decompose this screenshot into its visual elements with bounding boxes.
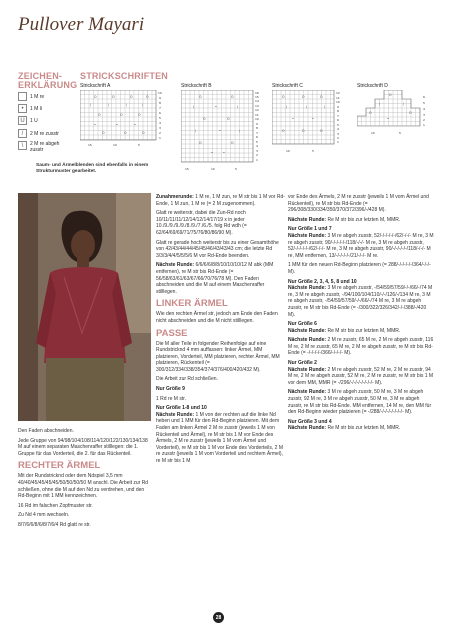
svg-text:O: O <box>142 131 145 135</box>
svg-text:•: • <box>223 151 225 155</box>
section-heading-yoke: PASSE <box>156 327 188 339</box>
svg-text:10: 10 <box>113 143 117 147</box>
svg-text:5: 5 <box>138 143 140 147</box>
paragraph: vor Ende des Ärmels, 2 M re zusstr (jeweils 1 M vom Ärmel und Rückenteil), re M str bis Rd-Ende (= 296/308/330/334/350/370/372/396/-/428 M). <box>288 194 429 214</box>
svg-text:•: • <box>215 105 217 109</box>
svg-text:O: O <box>146 95 149 99</box>
svg-text:O: O <box>199 141 202 145</box>
svg-text:•: • <box>116 123 118 127</box>
paragraph <box>156 262 286 295</box>
svg-text:/: / <box>379 102 381 106</box>
size-heading <box>288 360 434 386</box>
paragraph: 1 MM für den neuen Rd-Beginn platzieren (= 288/-/-/-/-/-/364/-/-/- M). <box>288 262 431 275</box>
legend-label: 1 U <box>30 117 38 124</box>
page-number: 28 <box>213 612 224 623</box>
svg-text:3: 3 <box>423 113 425 117</box>
svg-text:/: / <box>142 103 144 107</box>
size-label: Nur Größe 2 <box>288 360 317 367</box>
middle-text-column <box>156 194 286 468</box>
instruction-label: Nächste Runde: <box>288 425 327 432</box>
svg-text:O: O <box>231 141 234 145</box>
svg-text:6: 6 <box>337 118 339 122</box>
svg-text:1: 1 <box>337 140 339 144</box>
svg-text:/: / <box>239 129 241 133</box>
paragraph: 16 Rd im falschen Zopfmuster str. <box>18 502 93 509</box>
svg-text:5: 5 <box>256 140 258 144</box>
svg-text:3: 3 <box>159 126 161 130</box>
svg-text:15: 15 <box>185 167 189 171</box>
svg-text:2: 2 <box>423 118 425 122</box>
svg-text:O: O <box>112 95 115 99</box>
svg-text:2: 2 <box>256 153 258 157</box>
svg-text:4: 4 <box>423 107 425 111</box>
model-photo <box>18 193 151 421</box>
svg-text:\: \ <box>237 105 239 109</box>
svg-text:O: O <box>302 95 305 99</box>
size-heading <box>288 321 434 334</box>
instruction-text: Re M str bis zur letzten M, MMR. <box>326 327 401 334</box>
svg-text:O: O <box>199 95 202 99</box>
legend-label: 1 M re <box>30 93 45 100</box>
instruction-text: 3 M re abgeh zusstr, 52/-/-/-/-/-/62/-/-/- M re, 3 M re abgeh zusstr, 90/-/-/-/-/-/118/-/-/- M re, 3 M re abgeh zusstr, 52/-/-/-/-/-/62/-/-/- M re, 3 M re abgeh zusstr, 90/-/-/-/-/-/118/-/-/- M re, MM entfernen, 13/-/-/-/-/-/21/-/-/- M re. <box>288 232 434 259</box>
svg-text:5: 5 <box>235 167 237 171</box>
chart-label-d: Strickschrift D <box>357 83 388 89</box>
chart-label-b: Strickschrift B <box>181 83 212 89</box>
instruction-text: 1 M re, 1 M zun, re M str bis 1 M vor Rd-Ende, 1 M zun, 1 M re (= 2 M zugenommen). <box>156 194 285 207</box>
svg-text:6: 6 <box>256 135 258 139</box>
svg-text:•: • <box>219 129 221 133</box>
svg-text:O: O <box>302 129 305 133</box>
chart-label-c: Strickschrift C <box>272 83 303 89</box>
svg-text:\: \ <box>403 102 405 106</box>
svg-text:O: O <box>320 129 323 133</box>
paragraph <box>288 217 434 224</box>
svg-text:\: \ <box>324 105 326 109</box>
svg-text:8: 8 <box>159 101 161 105</box>
svg-text:16: 16 <box>255 91 259 95</box>
paragraph: Jede Gruppe von 94/98/104/108/114/120/122/130/134/138 M auf einem separaten Maschenraffer stilllegen: die 1. Gruppe für das Vorderteil, die 2. für das Rückenteil. <box>18 437 148 457</box>
svg-text:5: 5 <box>337 123 339 127</box>
left-text-column <box>18 428 153 532</box>
size-heading <box>156 386 286 393</box>
paragraph: 8/7/6/6/8/6/8/7/6/4 Rd glatt re str. <box>18 521 91 528</box>
size-heading <box>288 419 434 432</box>
svg-text:4: 4 <box>159 121 161 125</box>
legend-item <box>18 116 38 125</box>
paragraph: Glatt re gerade hoch weiterstr bis zu einer Gesamthöhe von 42/43/44/44/45/45/46/43/43/43 cm; die letzte Rd 3/3/3/4/4/5/5/5/6 M vor Rd-Ende beenden. <box>156 239 279 259</box>
model-photo-illustration <box>18 193 151 421</box>
charts-heading: STRICKSCHRIFTEN <box>80 71 168 81</box>
paragraph: Glatt re weiterstr, dabei die Zun-Rd noch 10/11/11/11/12/14/12/14/17/19 x in jeder 10./9./9./9./9./8./9./7./6./5. folg Rd wdh (= 62/64/69/69/71/75/76/80/86/90 M). <box>156 210 247 236</box>
instruction-label: Nächste Runde: <box>288 216 327 223</box>
chart-a-grid <box>80 90 165 150</box>
svg-text:15: 15 <box>255 95 259 99</box>
svg-text:10: 10 <box>211 167 215 171</box>
legend-item <box>18 141 66 153</box>
svg-text:8: 8 <box>256 126 258 130</box>
paragraph <box>156 194 286 207</box>
svg-text:O: O <box>102 131 105 135</box>
svg-text:5: 5 <box>312 149 314 153</box>
svg-text:2: 2 <box>337 136 339 140</box>
size-label: Nur Größe 1-8 und 10 <box>156 405 207 412</box>
svg-text:O: O <box>282 95 285 99</box>
instruction-text: 1 M von der rechten auf die linke Nd heben und 1 MM für den Rd-Beginn platzieren. Mit dem Faden am linken Ärmel 2 M re zusstr (jeweils 1 M von Rückenteil und Ärmel), re M str bis 1 M vor Ende des Ärmels, 2 M re zusstr (jeweils 1 M vom Ärmel und Vorderteil), re M str bis 1 M vor Ende des Vorderteils, 2 M re zusstr (jeweils 1 M vom Vorderteil und rechtem Ärmel), re M str bis 1 M <box>156 411 283 464</box>
instruction-label: Nächste Runde: <box>288 232 327 239</box>
size-label: Nur Größe 3 und 4 <box>288 418 332 425</box>
instruction-text: 2 M re abgeh zusstr, 52 M re, 2 M re zusstr, 94 M re, 2 M re abgeh zusstr, 52 M re, 2 M re zusstr, re M str bis 1 M vor dem MM, MMR (= -/296/-/-/-/-/-/-/-/- M). <box>288 366 434 386</box>
section-heading-right-sleeve: RECHTER ÄRMEL <box>18 460 101 472</box>
svg-text:O: O <box>130 95 133 99</box>
instruction-text: 3 M re abgeh zusstr, 50 M re, 3 M re abgeh zusstr, 92 M re, 3 M re abgeh zusstr, 50 M re, 3 M re abgeh zusstr, re M str bis Rd-Ende. MM entfernen, 14 M re, den MM für den Rd-Beginn wieder platzieren (= -/288/-/-/-/-/-/-/-/- M). <box>288 389 432 416</box>
svg-text:•: • <box>211 151 213 155</box>
svg-text:•: • <box>94 123 96 127</box>
yarn-over-symbol: U <box>18 116 27 125</box>
svg-text:7: 7 <box>337 114 339 118</box>
paragraph <box>288 389 434 415</box>
svg-text:O: O <box>138 113 141 117</box>
svg-text:3: 3 <box>337 132 339 136</box>
legend-label: 2 M re zusstr <box>30 130 59 137</box>
svg-text:10: 10 <box>336 100 340 104</box>
section-heading-left-sleeve: LINKER ÄRMEL <box>156 298 228 310</box>
svg-text:4: 4 <box>337 127 339 131</box>
size-heading <box>288 226 434 259</box>
paragraph: 1 Rd re M str. <box>156 395 187 402</box>
instruction-label: Nächste Runde: <box>288 389 327 396</box>
svg-text:3: 3 <box>256 149 258 153</box>
svg-text:•: • <box>387 117 389 121</box>
svg-text:O: O <box>124 131 127 135</box>
ssk-symbol: \ <box>18 141 27 150</box>
svg-text:/: / <box>108 103 110 107</box>
size-label: Nur Größe 1 und 7 <box>288 226 332 233</box>
paragraph: Den Faden abschneiden. <box>18 428 74 434</box>
paragraph: Die Arbeit zur Rd schließen. <box>156 376 218 383</box>
svg-text:O: O <box>409 111 412 115</box>
chart-d-grid <box>357 90 435 145</box>
knit-symbol <box>18 92 27 101</box>
chart-label-a: Strickschrift A <box>80 83 111 89</box>
instruction-label: Nächste Runde: <box>156 411 195 418</box>
svg-text:12: 12 <box>255 108 259 112</box>
size-label: Nur Größe 6 <box>288 321 317 328</box>
paragraph: Mit der Rundstricknd oder dem Ndspiel 3,5 mm 40/40/45/45/45/45/50/50/50/50 M anschl. Die Arbeit zur Rd schließen, ohne die M auf den Nd zu verdrehen, und den Rd-Beginn mit 1 MM kennzeichnen. <box>18 473 149 500</box>
svg-text:11: 11 <box>255 113 259 117</box>
svg-text:O: O <box>120 113 123 117</box>
svg-text:10: 10 <box>158 91 162 95</box>
legend-item <box>18 104 42 113</box>
k2tog-symbol: / <box>18 129 27 138</box>
instruction-label: Nächste Runde: <box>288 327 327 334</box>
svg-text:10: 10 <box>286 149 290 153</box>
svg-text:14: 14 <box>255 99 259 103</box>
size-heading <box>156 405 286 464</box>
svg-text:7: 7 <box>256 131 258 135</box>
svg-text:6: 6 <box>159 111 161 115</box>
chart-note: Saum- und Ärmelblenden sind ebenfalls in einem Strukturmuster gearbeitet. <box>36 163 149 174</box>
instruction-label: Nächste Runde: <box>288 366 327 373</box>
paragraph: Zu Nd 4 mm wechseln. <box>18 512 70 519</box>
size-label: Nur Größe 9 <box>156 386 185 393</box>
paragraph <box>288 337 434 357</box>
svg-text:\: \ <box>195 129 197 133</box>
chart-c-grid <box>272 90 347 160</box>
svg-text:O: O <box>320 95 323 99</box>
legend-label: 1 M li <box>30 105 42 112</box>
svg-text:/: / <box>193 105 195 109</box>
legend-heading: ZEICHEN-ERKLÄRUNG <box>18 71 78 90</box>
instruction-text: Re M str bis zur letzten M, MMR. <box>326 425 401 432</box>
svg-text:O: O <box>282 129 285 133</box>
svg-text:/: / <box>306 105 308 109</box>
svg-text:4: 4 <box>256 144 258 148</box>
instruction-text: 2 M re zusstr, 65 M re, 2 M re abgeh zusstr, 116 M re, 2 M re zusstr, 65 M re, 2 M re abgeh zusstr, re M str bis Rd-Ende (= -/-/-/-/-/366/-/-/-/- M). <box>288 337 434 357</box>
svg-text:5: 5 <box>159 116 161 120</box>
svg-text:•: • <box>312 117 314 121</box>
svg-text:10: 10 <box>255 117 259 121</box>
svg-text:5: 5 <box>423 101 425 105</box>
svg-text:O: O <box>389 93 392 97</box>
svg-text:9: 9 <box>337 105 339 109</box>
instruction-text: Re M str bis zur letzten M, MMR. <box>326 216 401 223</box>
size-label: Nur Größe 2, 3, 4, 5, 8 und 10 <box>288 278 357 285</box>
svg-text:1: 1 <box>423 123 425 127</box>
svg-text:6: 6 <box>423 95 425 99</box>
svg-text:O: O <box>227 117 230 121</box>
paragraph: Wie den rechten Ärmel str, jedoch am Ende den Faden nicht abschneiden und die M nicht stilllegen. <box>156 311 278 324</box>
purl-symbol: • <box>18 104 27 113</box>
instruction-text: 6/6/6/6/8/8/10/10/10/12 M abk (MM entfernen), re M str bis Rd-Ende (= 56/58/63/61/63/67/66/70/76/78 M). Den Faden abschneiden und die M auf einem Maschenraffer stilllegen. <box>156 262 274 295</box>
svg-text:9: 9 <box>256 122 258 126</box>
svg-text:\: \ <box>90 103 92 107</box>
instruction-label: Zunahmerunde: <box>156 194 194 200</box>
svg-text:1: 1 <box>256 158 258 162</box>
svg-text:9: 9 <box>159 96 161 100</box>
legend-label: 2 M re abgeh zusstr <box>30 141 60 153</box>
svg-text:\: \ <box>126 103 128 107</box>
instruction-label: Nächste Runde: <box>288 337 327 344</box>
svg-text:13: 13 <box>255 104 259 108</box>
svg-text:5: 5 <box>399 131 401 135</box>
legend-item <box>18 129 59 138</box>
svg-text:12: 12 <box>336 91 340 95</box>
svg-text:O: O <box>203 117 206 121</box>
chart-b-grid <box>181 90 263 175</box>
svg-text:•: • <box>292 117 294 121</box>
paragraph: Die M aller Teile in folgender Reihenfolge auf eine Rundstricknd 4 mm auffassen: linker Ärmel, MM platzieren, Vorderteil, MM platzieren, rechter Ärmel, MM platzieren, Rückenteil (= 300/312/334/338/354/374/376/400/420/432 M). <box>156 340 280 373</box>
svg-text:8: 8 <box>337 109 339 113</box>
svg-text:2: 2 <box>159 131 161 135</box>
svg-text:\: \ <box>286 105 288 109</box>
instruction-text: 3 M re abgeh zusstr, -/54/59/57/59/-/-/66/-/74 M re, 3 M re abgeh zusstr, -/94/100/104/110/-/-/126/-/134 M re, 3 M re abgeh zusstr, -/54/59/57/59/-/-/66/-/74 M re, 3 M re abgeh zusstr, re M str bis Rd-Ende (= -/300/322/326/342/-/-/388/-/420 M). <box>288 285 433 318</box>
svg-text:O: O <box>369 111 372 115</box>
size-heading <box>288 279 434 319</box>
svg-text:O: O <box>94 95 97 99</box>
svg-text:7: 7 <box>159 106 161 110</box>
svg-text:•: • <box>134 123 136 127</box>
instruction-label: Nächste Runde: <box>288 285 327 292</box>
legend-item <box>18 92 44 101</box>
right-text-column <box>288 194 434 435</box>
svg-text:1: 1 <box>159 136 161 140</box>
svg-text:10: 10 <box>371 131 375 135</box>
page-title: Pullover Mayari <box>18 14 145 35</box>
instruction-label: Nächste Runde: <box>156 262 195 269</box>
svg-text:15: 15 <box>88 143 92 147</box>
svg-text:O: O <box>98 113 101 117</box>
svg-text:11: 11 <box>336 96 340 100</box>
svg-text:O: O <box>231 95 234 99</box>
